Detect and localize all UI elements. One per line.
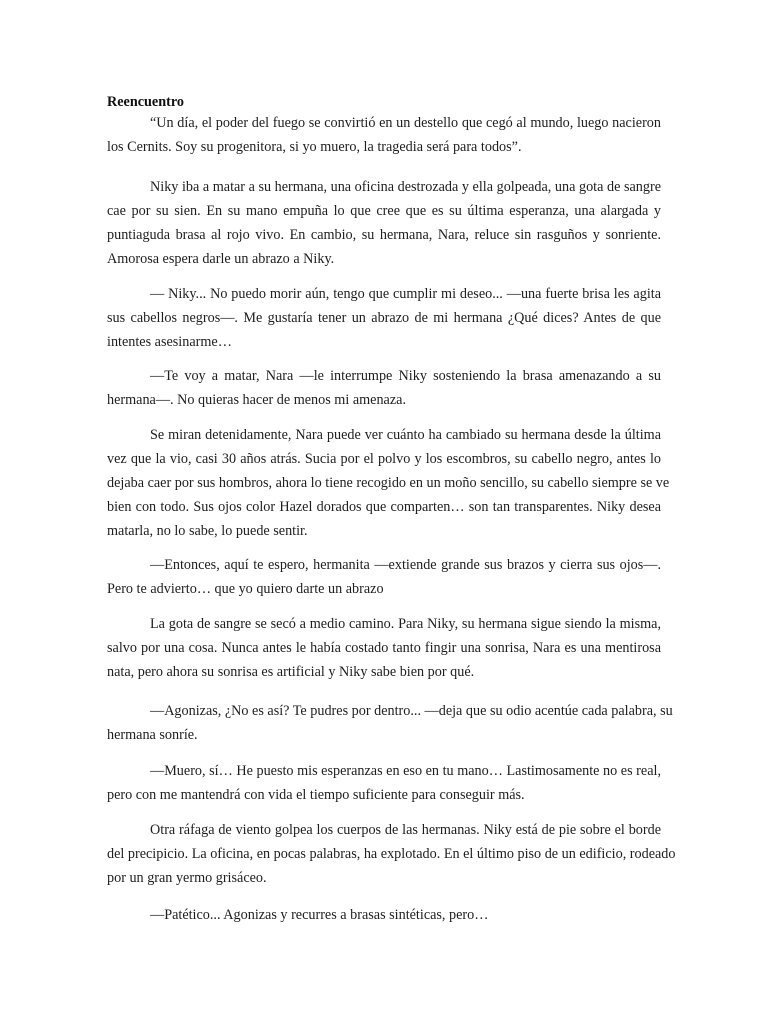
paragraph-line: nata, pero ahora su sonrisa es artificial y Niky sabe bien por qué. bbox=[107, 664, 475, 680]
paragraph-line: hermana—. No quieras hacer de menos mi amenaza. bbox=[107, 392, 406, 408]
paragraph-line: La gota de sangre se secó a medio camino. Para Niky, su hermana sigue siendo la misma, bbox=[150, 616, 661, 632]
paragraph-line: Niky iba a matar a su hermana, una oficina destrozada y ella golpeada, una gota de sangre bbox=[150, 179, 661, 195]
paragraph bbox=[107, 111, 661, 159]
paragraph-line: sus cabellos negros—. Me gustaría tener un abrazo de mi hermana ¿Qué dices? Antes de que bbox=[107, 310, 661, 326]
paragraph-line: —Muero, sí… He puesto mis esperanzas en eso en tu mano… Lastimosamente no es real, bbox=[150, 763, 661, 779]
paragraph bbox=[107, 699, 673, 747]
paragraph-line: — Niky... No puedo morir aún, tengo que cumplir mi deseo... —una fuerte brisa les agita bbox=[150, 286, 661, 302]
paragraph-line: del precipicio. La oficina, en pocas palabras, ha explotado. En el último piso de un edificio, rodeado bbox=[107, 846, 676, 862]
paragraph-line: salvo por una cosa. Nunca antes le había costado tanto fingir una sonrisa, Nara es una mentirosa bbox=[107, 640, 661, 656]
paragraph bbox=[107, 759, 661, 807]
paragraph-line: cae por su sien. En su mano empuña lo que cree que es su última esperanza, una alargada y bbox=[107, 203, 661, 219]
paragraph bbox=[107, 282, 661, 354]
paragraph-line: —Agonizas, ¿No es así? Te pudres por dentro... —deja que su odio acentúe cada palabra, su bbox=[150, 703, 673, 719]
paragraph-line: por un gran yermo grisáceo. bbox=[107, 870, 267, 886]
paragraph-line: dejaba caer por sus hombros, ahora lo tiene recogido en un moño sencillo, su cabello siempre se ve bbox=[107, 475, 670, 491]
paragraph-line: —Entonces, aquí te espero, hermanita —extiende grande sus brazos y cierra sus ojos—. bbox=[150, 557, 661, 573]
paragraph bbox=[107, 553, 661, 601]
paragraph-line: bien con todo. Sus ojos color Hazel dorados que comparten… son tan transparentes. Niky desea bbox=[107, 499, 661, 515]
paragraph bbox=[107, 175, 661, 271]
paragraph-line: Otra ráfaga de viento golpea los cuerpos de las hermanas. Niky está de pie sobre el borde bbox=[150, 822, 661, 838]
paragraph-line: Pero te advierto… que yo quiero darte un abrazo bbox=[107, 581, 384, 597]
paragraph-line: puntiaguda brasa al rojo vivo. En cambio, su hermana, Nara, reluce sin rasguños y sonriente. bbox=[107, 227, 661, 243]
paragraph-line: “Un día, el poder del fuego se convirtió en un destello que cegó al mundo, luego nacieron bbox=[150, 115, 661, 131]
document-title: Reencuentro bbox=[107, 94, 184, 110]
paragraph-line: hermana sonríe. bbox=[107, 727, 198, 743]
document-body bbox=[107, 0, 676, 1024]
paragraph-line: matarla, no lo sabe, lo puede sentir. bbox=[107, 523, 308, 539]
paragraph bbox=[107, 364, 661, 412]
paragraph-line: —Te voy a matar, Nara —le interrumpe Niky sosteniendo la brasa amenazando a su bbox=[150, 368, 661, 384]
paragraph-line: los Cernits. Soy su progenitora, si yo muero, la tragedia será para todos”. bbox=[107, 139, 522, 155]
paragraph bbox=[107, 903, 661, 927]
paragraph-line: Amorosa espera darle un abrazo a Niky. bbox=[107, 251, 335, 267]
paragraph-line: pero con me mantendrá con vida el tiempo suficiente para conseguir más. bbox=[107, 787, 525, 803]
paragraph bbox=[107, 818, 676, 890]
paragraph-line: intentes asesinarme… bbox=[107, 334, 232, 350]
paragraph bbox=[107, 423, 670, 543]
paragraph bbox=[107, 612, 661, 684]
paragraph-line: Se miran detenidamente, Nara puede ver cuánto ha cambiado su hermana desde la última bbox=[150, 427, 661, 443]
paragraph-line: vez que la vio, casi 30 años atrás. Sucia por el polvo y los escombros, su cabello negro, antes lo bbox=[107, 451, 661, 467]
paragraph-line: —Patético... Agonizas y recurres a brasas sintéticas, pero… bbox=[150, 907, 489, 923]
